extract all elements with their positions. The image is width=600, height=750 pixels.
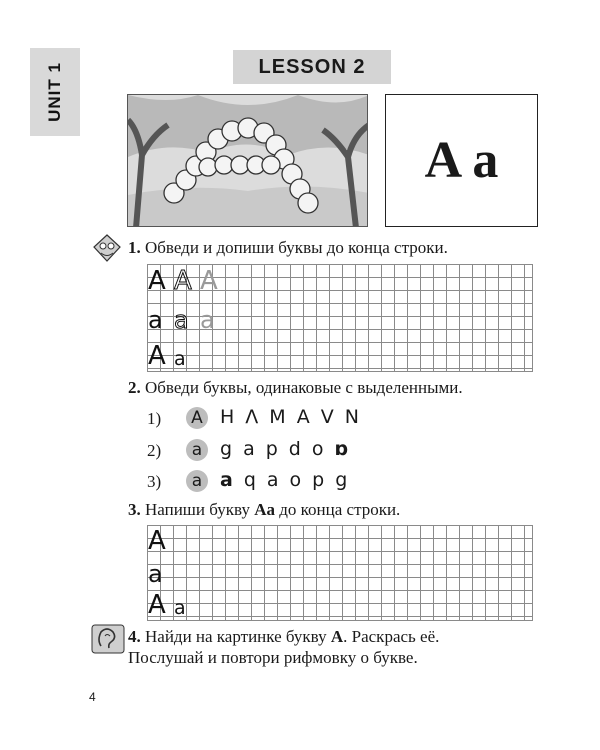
- choice-letter[interactable]: ɒ: [334, 438, 349, 460]
- task-3-number: 3.: [128, 500, 141, 519]
- task-3-writing-grid[interactable]: [147, 525, 533, 621]
- task-2-instruction: [128, 377, 463, 398]
- choice-letter[interactable]: Λ: [245, 406, 259, 428]
- task-4-line-2: Послушай и повтори рифмовку о букве.: [128, 648, 418, 667]
- task-1-text: Обведи и допиши буквы до конца строки.: [145, 238, 448, 257]
- task-1-writing-grid[interactable]: [147, 264, 533, 372]
- task-2-row-1-label: 1): [147, 409, 162, 428]
- choice-letter[interactable]: d: [288, 438, 301, 460]
- task-4-line-1-before: Найди на картинке букву: [145, 627, 331, 646]
- task-1-row-2-letter: a: [148, 306, 163, 334]
- task-3-row-1-letter: A: [148, 526, 166, 556]
- task-1-row-3-lower: a: [174, 348, 186, 370]
- task-3-row-3-upper: A: [148, 590, 166, 620]
- unit-label: UNIT 1: [45, 62, 64, 122]
- task-1-row-2-dotted-letter: a: [174, 306, 189, 334]
- task-2-row-2-label: 2): [147, 441, 162, 460]
- task-2-text: Обведи буквы, одинаковые с выделенными.: [145, 378, 463, 397]
- task-3-letter: Aa: [254, 500, 275, 519]
- choice-letter[interactable]: A: [296, 406, 310, 428]
- task-4-letter: A: [330, 627, 344, 646]
- task-3-row-3-lower: a: [174, 597, 186, 619]
- task-3-text-after: до конца строки.: [274, 500, 401, 519]
- choice-letter[interactable]: o: [289, 469, 302, 491]
- choice-letter[interactable]: g: [335, 469, 348, 491]
- choice-letter[interactable]: M: [269, 406, 286, 428]
- choice-letter[interactable]: V: [320, 406, 334, 428]
- lesson-title: LESSON 2: [233, 50, 391, 84]
- task-1-number: 1.: [128, 238, 141, 257]
- choice-letter[interactable]: N: [344, 406, 359, 428]
- task-1-row-1-letter: A: [148, 266, 166, 296]
- task-2-row-2-letters: [186, 438, 359, 461]
- task-1-row-1-trace-letter: A: [200, 266, 218, 296]
- choice-letter[interactable]: o: [311, 438, 324, 460]
- unit-tab: [30, 48, 80, 136]
- highlighted-target-letter[interactable]: A: [186, 407, 208, 429]
- highlighted-target-letter[interactable]: a: [186, 439, 208, 461]
- task-3-row-2-letter: a: [148, 560, 163, 588]
- page-number: 4: [89, 690, 96, 704]
- task-1-instruction: [128, 237, 448, 258]
- owl-icon: [92, 233, 122, 268]
- task-3-instruction: [128, 499, 400, 520]
- task-1-row-2-trace-letter: a: [200, 306, 215, 334]
- task-2-row-1-letters: [186, 406, 370, 429]
- choice-letter[interactable]: p: [265, 438, 278, 460]
- task-4-instruction: [128, 626, 439, 668]
- choice-letter[interactable]: a: [220, 469, 233, 491]
- task-3-text-before: Напиши букву: [145, 500, 255, 519]
- choice-letter[interactable]: q: [243, 469, 256, 491]
- listen-icon: [91, 624, 125, 659]
- task-1-row-3-upper: A: [148, 341, 166, 371]
- task-2-number: 2.: [128, 378, 141, 397]
- choice-letter[interactable]: a: [243, 438, 255, 460]
- task-2-row-3-label: 3): [147, 472, 162, 491]
- task-2-row-3-letters: [186, 469, 358, 492]
- choice-letter[interactable]: p: [312, 469, 325, 491]
- choice-letter[interactable]: a: [266, 469, 279, 491]
- task-4-line-1-after: . Раскрась её.: [343, 627, 440, 646]
- choice-letter[interactable]: H: [220, 406, 235, 428]
- task-4-number: 4.: [128, 627, 141, 646]
- highlighted-target-letter[interactable]: a: [186, 470, 208, 492]
- choice-letter[interactable]: g: [220, 438, 233, 460]
- apple-letter-illustration: [127, 94, 368, 227]
- letter-card: A a: [385, 94, 538, 227]
- task-1-row-1-dotted-letter: A: [174, 266, 192, 296]
